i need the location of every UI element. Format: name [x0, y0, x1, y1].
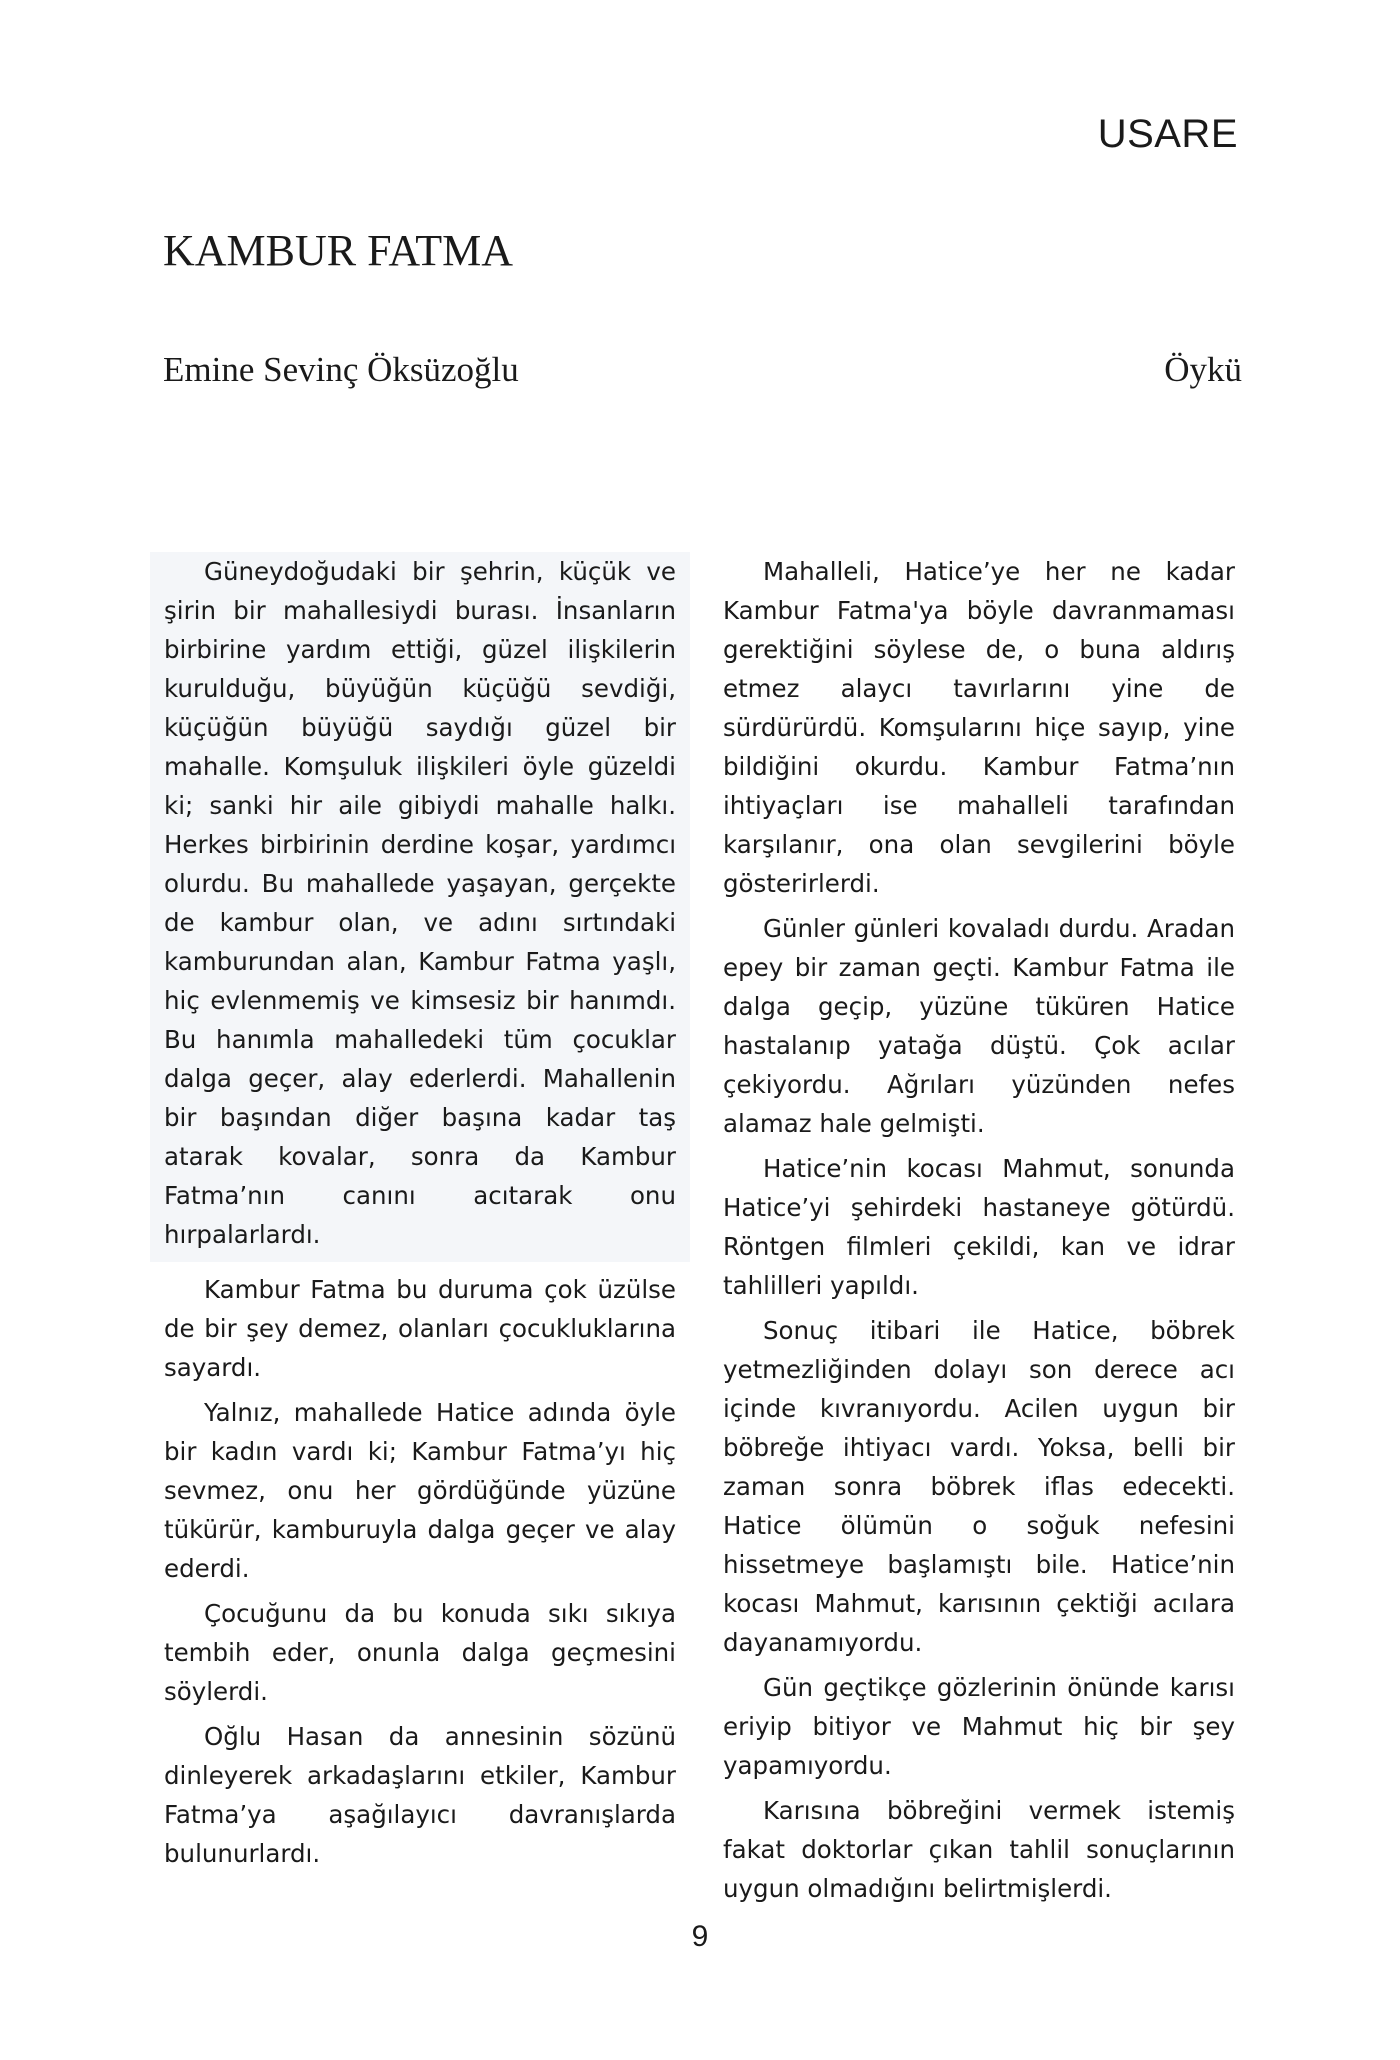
paragraph: Hatice’nin kocası Mahmut, sonunda Hatice’yi şehirdeki hastaneye götürdü. Röntgen filmleri çekildi, kan ve idrar tahlilleri yapıldı.	[723, 1154, 1235, 1300]
paragraph: Oğlu Hasan da annesinin sözünü dinleyerek arkadaşlarını etkiler, Kambur Fatma’ya aşağılayıcı davranışlarda bulunurlardı.	[164, 1722, 676, 1868]
article-genre: Öykü	[1164, 350, 1242, 389]
paragraph: Karısına böbreğini vermek istemiş fakat doktorlar çıkan tahlil sonuçlarının uygun olmadığını belirtmişlerdi.	[723, 1796, 1235, 1903]
paragraph: Günler günleri kovaladı durdu. Aradan epey bir zaman geçti. Kambur Fatma ile dalga geçip, yüzüne tüküren Hatice hastalanıp yatağa düştü. Çok acılar çekiyordu. Ağrıları yüzünden nefes alamaz hale gelmişti.	[723, 914, 1235, 1138]
article-title: KAMBUR FATMA	[163, 226, 514, 275]
body-left-column	[164, 552, 676, 1879]
article-author: Emine Sevinç Öksüzoğlu	[163, 350, 519, 389]
journal-name: USARE	[1097, 112, 1238, 156]
paragraph: Çocuğunu da bu konuda sıkı sıkıya tembih eder, onunla dalga geçmesini söylerdi.	[164, 1599, 676, 1706]
paragraph: Sonuç itibari ile Hatice, böbrek yetmezliğinden dolayı son derece acı içinde kıvranıyordu. Acilen uygun bir böbreğe ihtiyacı vardı. Yoksa, belli bir zaman sonra böbrek iflas edecekti. Hatice ölümün o soğuk nefesini hissetmeye başlamıştı bile. Hatice’nin kocası Mahmut, karısının çektiği acılara dayanamıyordu.	[723, 1316, 1235, 1657]
paragraph: Yalnız, mahallede Hatice adında öyle bir kadın vardı ki; Kambur Fatma’yı hiç sevmez, onu her gördüğünde yüzüne tükürür, kamburuyla dalga geçer ve alay ederdi.	[164, 1398, 676, 1583]
paragraph: Güneydoğudaki bir şehrin, küçük ve şirin bir mahallesiydi burası. İnsanların birbirine yardım ettiği, güzel ilişkilerin kurulduğu, büyüğün küçüğü sevdiği, küçüğün büyüğü saydığı güzel bir mahalle. Komşuluk ilişkileri öyle güzeldi ki; sanki hir aile gibiydi mahalle halkı. Herkes birbirinin derdine koşar, yardımcı olurdu. Bu mahallede yaşayan, gerçekte de kambur olan, ve adını sırtındaki kamburundan alan, Kambur Fatma yaşlı, hiç evlenmemiş ve kimsesiz bir hanımdı. Bu hanımla mahalledeki tüm çocuklar dalga geçer, alay ederlerdi. Mahallenin bir başından diğer başına kadar taş atarak kovalar, sonra da Kambur Fatma’nın canını acıtarak onu hırpalarlardı.	[150, 552, 690, 1262]
paragraph: Gün geçtikçe gözlerinin önünde karısı eriyip bitiyor ve Mahmut hiç bir şey yapamıyordu.	[723, 1673, 1235, 1780]
body-right-column	[723, 552, 1235, 1914]
paragraph: Kambur Fatma bu duruma çok üzülse de bir şey demez, olanları çocukluklarına sayardı.	[164, 1275, 676, 1382]
page-number: 9	[691, 1920, 709, 1953]
paragraph: Mahalleli, Hatice’ye her ne kadar Kambur Fatma'ya böyle davranmaması gerektiğini söylese de, o buna aldırış etmez alaycı tavırlarını yine de sürdürürdü. Komşularını hiçe sayıp, yine bildiğini okurdu. Kambur Fatma’nın ihtiyaçları ise mahalleli tarafından karşılanır, ona olan sevgilerini böyle gösterirlerdi.	[723, 557, 1235, 898]
